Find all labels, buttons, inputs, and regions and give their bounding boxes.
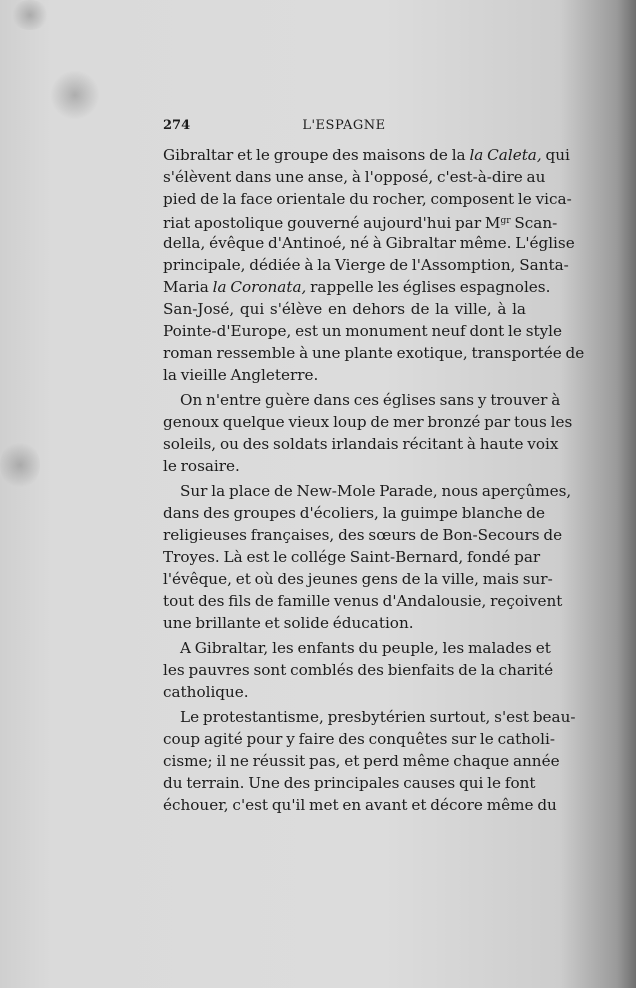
text-segment: A Gibraltar, les enfants du peuple, les malades et bbox=[180, 639, 551, 657]
text-line bbox=[163, 342, 585, 364]
text-line bbox=[163, 546, 541, 568]
text-segment: cisme; il ne réussit pas, et perd même chaque année bbox=[163, 752, 560, 770]
text-line bbox=[163, 659, 554, 681]
paragraph bbox=[163, 637, 554, 703]
text-segment: roman ressemble à une plante exotique, transportée de bbox=[163, 344, 585, 362]
text-segment: riat apostolique gouverné aujourd'hui par M bbox=[163, 214, 501, 232]
page-body bbox=[163, 141, 585, 816]
text-line bbox=[163, 144, 570, 166]
text-line bbox=[163, 794, 557, 816]
text-segment: Gibraltar et le groupe des maisons de la bbox=[163, 146, 470, 164]
text-segment: della, évêque d'Antinoé, né à Gibraltar même. L'église bbox=[163, 234, 575, 252]
italic-text: la Caleta, bbox=[469, 146, 542, 164]
paragraph bbox=[163, 389, 573, 477]
text-line bbox=[163, 364, 526, 386]
text-segment: San-José, qui s'élève en dehors de la ville, à la bbox=[163, 300, 526, 318]
paragraph bbox=[163, 144, 585, 386]
text-line bbox=[163, 166, 546, 188]
text-line bbox=[163, 232, 575, 254]
text-line bbox=[163, 411, 573, 433]
paper-stain bbox=[50, 70, 100, 120]
text-line bbox=[163, 590, 563, 612]
text-segment: Pointe-d'Europe, est un monument neuf dont le style bbox=[163, 322, 563, 340]
text-line bbox=[163, 637, 551, 659]
text-line bbox=[163, 254, 569, 276]
paragraph bbox=[163, 480, 572, 634]
text-segment: Sur la place de New-Mole Parade, nous aperçûmes, bbox=[180, 482, 572, 500]
paper-stain bbox=[10, 0, 50, 30]
text-segment: genoux quelque vieux loup de mer bronzé par tous les bbox=[163, 413, 573, 431]
text-segment: Scan- bbox=[510, 214, 558, 232]
text-line bbox=[163, 188, 572, 210]
text-line bbox=[163, 276, 551, 298]
text-line bbox=[163, 210, 558, 232]
text-segment: religieuses françaises, des sœurs de Bon-Secours de bbox=[163, 526, 563, 544]
text-line bbox=[163, 502, 545, 524]
text-segment: principale, dédiée à la Vierge de l'Assomption, Santa- bbox=[163, 256, 569, 274]
text-segment: coup agité pour y faire des conquêtes sur le catholi- bbox=[163, 730, 556, 748]
text-line bbox=[163, 455, 526, 477]
text-segment: soleils, ou des soldats irlandais récitant à haute voix bbox=[163, 435, 559, 453]
text-line bbox=[163, 568, 553, 590]
text-line bbox=[163, 706, 576, 728]
italic-text: la Coronata, bbox=[212, 278, 307, 296]
paragraph bbox=[163, 706, 576, 816]
text-line bbox=[163, 389, 561, 411]
text-line bbox=[163, 612, 526, 634]
paper-stain bbox=[0, 440, 40, 490]
text-line bbox=[163, 681, 526, 703]
text-line bbox=[163, 728, 556, 750]
text-segment: On n'entre guère dans ces églises sans y trouver à bbox=[180, 391, 561, 409]
text-segment: Le protestantisme, presbytérien surtout, s'est beau- bbox=[180, 708, 576, 726]
text-segment: la vieille Angleterre. bbox=[163, 366, 319, 384]
page-number: 274 bbox=[163, 118, 191, 133]
text-line bbox=[163, 772, 536, 794]
text-line bbox=[163, 433, 559, 455]
text-segment: le rosaire. bbox=[163, 457, 240, 475]
text-line bbox=[163, 750, 560, 772]
text-line bbox=[163, 480, 572, 502]
text-segment: du terrain. Une des principales causes qui le font bbox=[163, 774, 536, 792]
text-segment: tout des fils de famille venus d'Andalousie, reçoivent bbox=[163, 592, 563, 610]
text-segment: catholique. bbox=[163, 683, 249, 701]
running-title: L'ESPAGNE bbox=[302, 118, 386, 133]
text-segment: Troyes. Là est le collége Saint-Bernard, fondé par bbox=[163, 548, 541, 566]
text-segment: dans des groupes d'écoliers, la guimpe blanche de bbox=[163, 504, 545, 522]
text-segment: s'élèvent dans une anse, à l'opposé, c'est-à-dire au bbox=[163, 168, 546, 186]
text-segment: rappelle les églises espagnoles. bbox=[306, 278, 551, 296]
text-segment: les pauvres sont comblés des bienfaits de la charité bbox=[163, 661, 554, 679]
text-segment: l'évêque, et où des jeunes gens de la ville, mais sur- bbox=[163, 570, 553, 588]
text-segment: Maria bbox=[163, 278, 213, 296]
text-line bbox=[163, 320, 563, 342]
text-line bbox=[163, 298, 526, 320]
superscript-text: gr bbox=[500, 216, 511, 226]
text-segment: échouer, c'est qu'il met en avant et décore même du bbox=[163, 796, 557, 814]
text-line bbox=[163, 524, 563, 546]
text-segment: pied de la face orientale du rocher, composent le vica- bbox=[163, 190, 572, 208]
page-header bbox=[163, 118, 525, 136]
text-segment: qui bbox=[541, 146, 570, 164]
text-segment: une brillante et solide éducation. bbox=[163, 614, 414, 632]
